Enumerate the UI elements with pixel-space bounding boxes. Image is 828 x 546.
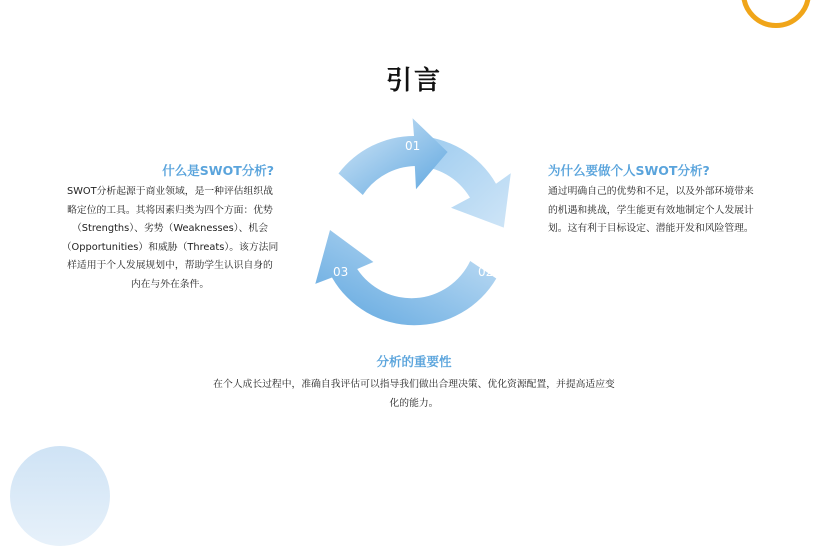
importance-text (196, 376, 632, 413)
page-title: 引言 (385, 66, 442, 96)
text-line: 划。这有利于目标设定、潜能开发和风险管理。 (548, 223, 754, 234)
swot-purpose-text (548, 183, 770, 239)
text-line: 在个人成长过程中，准确自我评估可以指导我们做出合理决策、优化资源配置，并提高适应变 (213, 379, 615, 390)
swot-definition-heading: 什么是SWOT分析? (162, 163, 274, 178)
step-label-02: 02 (478, 265, 494, 279)
text-line: 样适用于个人发展规划中，帮助学生认识自身的 (67, 260, 273, 271)
text-line: 略定位的工具。其将因素归类为四个方面：优势 (67, 204, 273, 216)
swot-definition-text (60, 183, 280, 294)
text-line: 内在与外在条件。 (130, 278, 210, 290)
step-label-01: 01 (405, 139, 421, 153)
cycle-segment-03 (339, 118, 448, 195)
text-line: （Strengths）、劣势（Weaknesses）、机会 (71, 223, 269, 234)
text-line: （Opportunities）和威胁（Threats）。该方法同 (61, 241, 279, 253)
text-line: 化的能力。 (389, 397, 439, 409)
importance-heading: 分析的重要性 (376, 354, 452, 369)
text-line: SWOT分析起源于商业领域，是一种评估组织战 (67, 186, 273, 197)
step-label-03: 03 (333, 265, 349, 279)
text-line: 通过明确自己的优势和不足，以及外部环境带来 (548, 186, 754, 197)
text-line: 的机遇和挑战，学生能更有效地制定个人发展计 (548, 204, 754, 216)
swot-purpose-heading: 为什么要做个人SWOT分析? (548, 163, 710, 178)
